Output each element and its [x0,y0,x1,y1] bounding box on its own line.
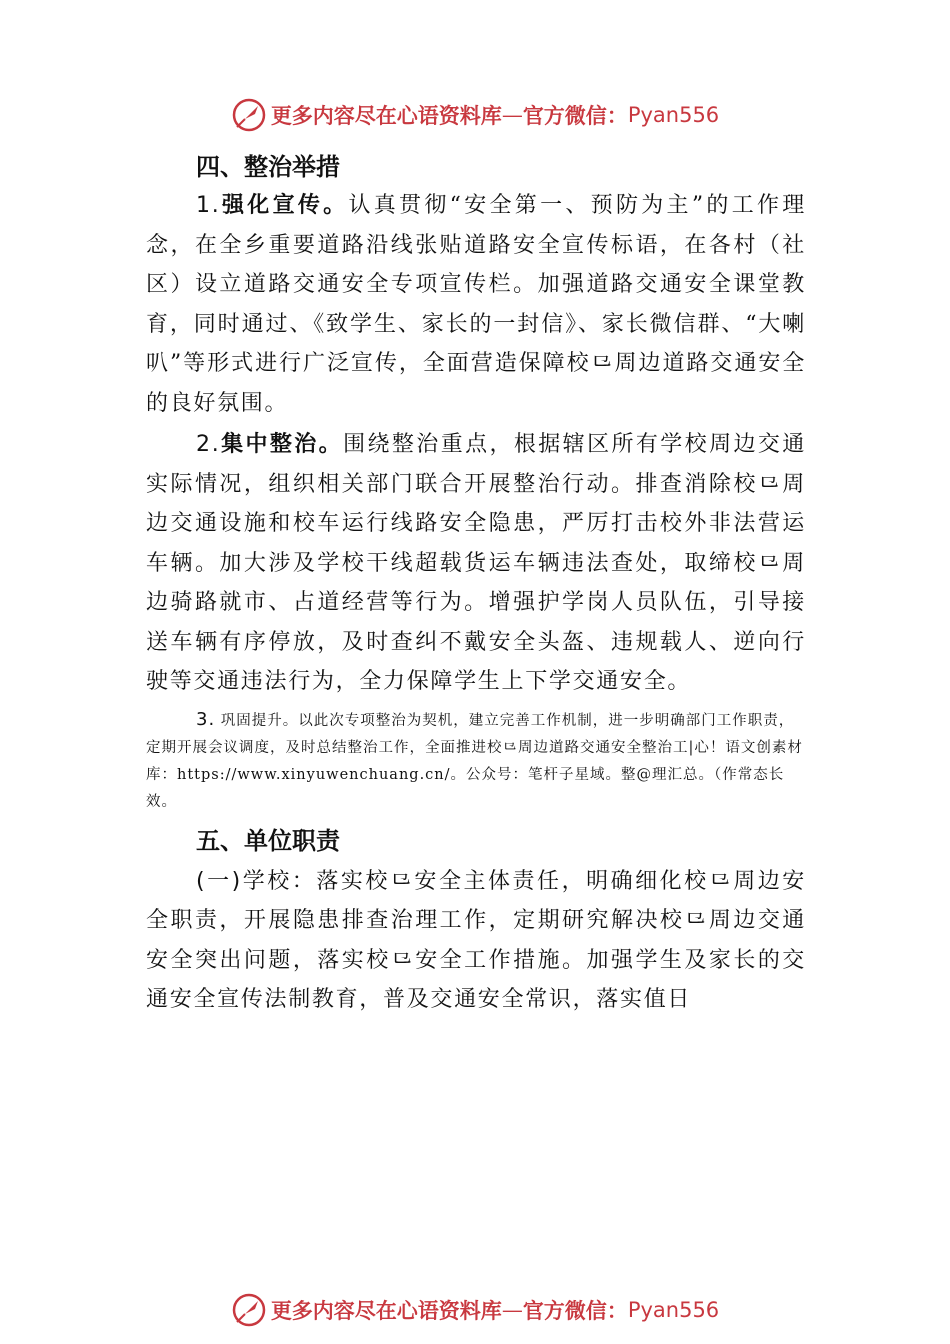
section4-paragraph-1 [146,186,806,423]
paragraph-number: 3. [196,708,216,730]
section5-heading: 五、单位职责 [196,826,340,855]
paragraph-number: 1. [196,193,221,218]
quill-logo-icon [231,97,267,133]
paragraph-text: 围绕整治重点，根据辖区所有学校周边交通实际情况，组织相关部门联合开展整治行动。排查消除校⺋周边交通设施和校车运行线路安全隐患，严厉打击校外非法营运车辆。加大涉及学校干线超载货运车辆违法查处，取缔校⺋周边骑路就市、占道经营等行为。增强护学岗人员队伍，引导接送车辆有序停放，及时查纠不戴安全头盔、违规载人、逆向行驶等交通违法行为，全力保障学生上下学交通安全。 [146,432,806,694]
section4-paragraph-3 [146,706,806,816]
paragraph-lead: 集中整治。 [220,432,344,457]
paragraph-text: 巩固提升。以此次专项整治为契机，建立完善工作机制，进一步明确部门工作职责，定期开展会议调度，及时总结整治工作，全面推进校⺋周边道路交通安全整治工|心！语文创素材库：https://www.xinyuwenchuang.cn/。公众号：笔杆子星域。整@理汇总。（作常态长效。 [146,712,803,810]
banner-text: 更多内容尽在心语资料库 [270,103,502,128]
paragraph-text: 学校：落实校⺋安全主体责任，明确细化校⺋周边安全职责，开展隐患排查治理工作，定期研究解决校⺋周边交通安全突出问题，落实校⺋安全工作措施。加强学生及家长的交通安全宣传法制教育，普及交通安全常识，落实值日 [146,868,806,1012]
banner-separator: — [501,1298,523,1322]
footer-banner [0,1290,950,1330]
section4-paragraph-2 [146,425,806,702]
paragraph-number: 2. [196,432,221,457]
quill-logo-icon [231,1292,267,1328]
section4-heading: 四、整治举措 [196,153,340,181]
banner-separator: — [501,103,523,127]
header-banner [0,95,950,135]
banner-text: 更多内容尽在心语资料库 [270,1298,502,1323]
document-body [146,148,806,1020]
banner-wechat-label: 官方微信： [522,103,628,128]
banner-wechat-id: Pyan556 [627,103,720,127]
paragraph-number: (一) [196,868,242,894]
banner-wechat-label: 官方微信： [522,1298,628,1323]
section5-paragraph-1 [146,862,806,1020]
banner-wechat-id: Pyan556 [627,1298,720,1322]
paragraph-lead: 强化宣传。 [220,193,349,218]
paragraph-text: 认真贯彻“安全第一、预防为主”的工作理念，在全乡重要道路沿线张贴道路安全宣传标语，在各村（社区）设立道路交通安全专项宣传栏。加强道路交通安全课堂教育，同时通过、《致学生、家长的一封信》、家长微信群、“大喇叭”等形式进行广泛宣传，全面营造保障校⺋周边道路交通安全的良好氛围。 [146,193,806,416]
